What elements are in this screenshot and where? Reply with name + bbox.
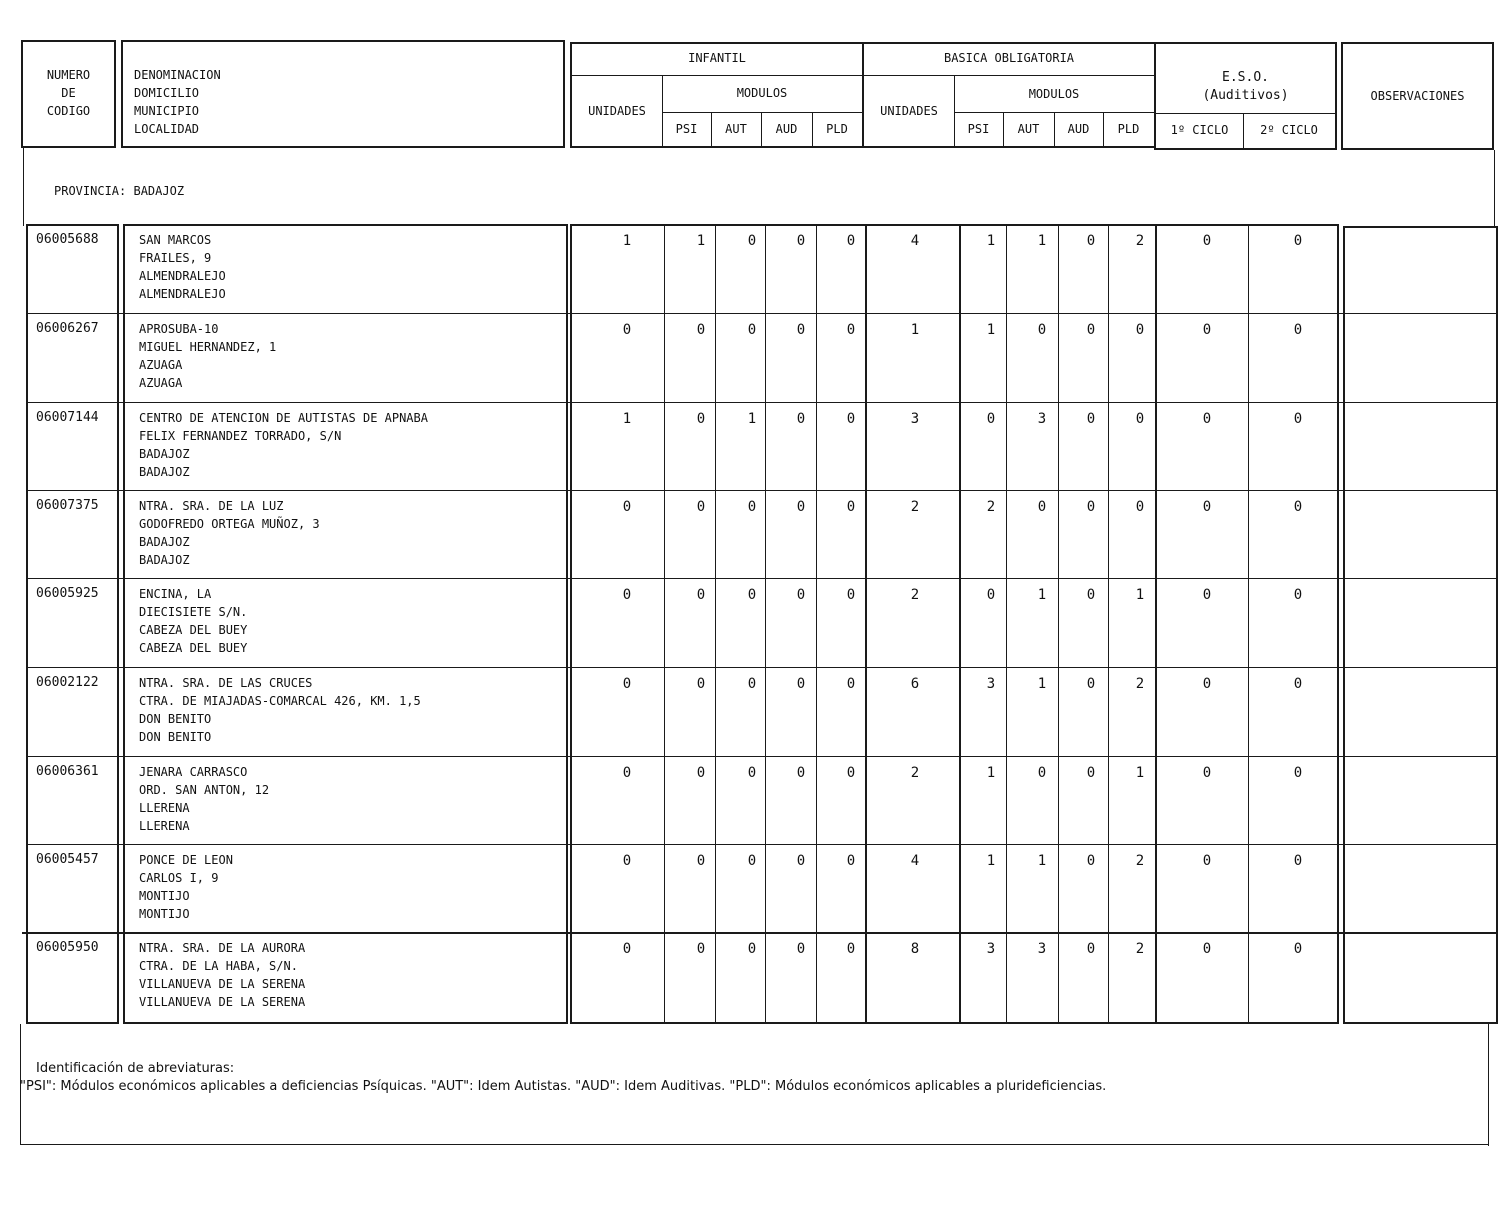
row-text-line: DON BENITO [139, 730, 212, 744]
row-value: 0 [1293, 233, 1303, 249]
row-text-line: DIECISIETE S/N. [139, 605, 248, 619]
row-value: 0 [1293, 941, 1303, 957]
row-value: 0 [1086, 587, 1096, 603]
row-value: 0 [1202, 233, 1212, 249]
row-value: 0 [846, 322, 856, 338]
row-value: 0 [1135, 499, 1145, 515]
row-text-line: BADAJOZ [139, 447, 190, 461]
row-value: 0 [1086, 411, 1096, 427]
infantil-psi-label: PSI [675, 122, 698, 136]
row-value: 0 [846, 499, 856, 515]
row-text-line: FELIX FERNANDEZ TORRADO, S/N [139, 429, 342, 443]
row-code: 06005950 [36, 940, 99, 955]
row-value: 0 [796, 676, 806, 692]
row-value: 0 [796, 941, 806, 957]
row-value: 1 [986, 322, 996, 338]
basica-psi-label: PSI [967, 122, 990, 136]
row-text-line: NTRA. SRA. DE LA LUZ [139, 499, 284, 513]
code-header-line-3: CODIGO [46, 104, 91, 118]
row-value: 1 [1037, 676, 1047, 692]
infantil-unidades-label: UNIDADES [588, 104, 646, 118]
row-value: 0 [796, 233, 806, 249]
row-code: 06005457 [36, 852, 99, 867]
row-value: 0 [622, 853, 632, 869]
row-text-line: AZUAGA [139, 376, 183, 390]
row-value: 0 [1293, 676, 1303, 692]
row-value: 0 [1202, 499, 1212, 515]
row-value: 0 [696, 676, 706, 692]
row-value: 0 [1202, 853, 1212, 869]
values-column-box [570, 224, 1339, 1024]
basica-aud-label: AUD [1067, 122, 1090, 136]
row-text-line: MIGUEL HERNANDEZ, 1 [139, 340, 277, 354]
row-value: 4 [910, 233, 920, 249]
row-text-line: BADAJOZ [139, 535, 190, 549]
row-code: 06005925 [36, 586, 99, 601]
row-text-line: FRAILES, 9 [139, 251, 212, 265]
row-value: 0 [1202, 587, 1212, 603]
basica-unidades-label: UNIDADES [880, 104, 938, 118]
row-value: 0 [1037, 322, 1047, 338]
row-value: 0 [747, 499, 757, 515]
row-value: 0 [986, 587, 996, 603]
name-header-line-1: DENOMINACION [134, 68, 221, 82]
row-value: 1 [1037, 233, 1047, 249]
row-text-line: PONCE DE LEON [139, 853, 233, 867]
row-value: 0 [796, 411, 806, 427]
row-value: 0 [846, 941, 856, 957]
row-text-line: BADAJOZ [139, 553, 190, 567]
row-value: 0 [1293, 322, 1303, 338]
row-value: 2 [986, 499, 996, 515]
row-value: 3 [986, 941, 996, 957]
ciclo2-label: 2º CICLO [1260, 123, 1318, 137]
row-value: 2 [1135, 233, 1145, 249]
province-label: PROVINCIA: BADAJOZ [54, 184, 185, 198]
row-value: 0 [696, 499, 706, 515]
row-value: 1 [910, 322, 920, 338]
row-text-line: CTRA. DE LA HABA, S/N. [139, 959, 298, 973]
row-text-line: APROSUBA-10 [139, 322, 219, 336]
row-value: 3 [1037, 411, 1047, 427]
row-value: 0 [622, 941, 632, 957]
row-code: 06002122 [36, 675, 99, 690]
row-value: 1 [622, 411, 632, 427]
basica-modulos-label: MODULOS [1028, 87, 1080, 101]
row-value: 0 [1293, 765, 1303, 781]
row-value: 0 [846, 233, 856, 249]
row-value: 0 [1293, 587, 1303, 603]
row-value: 0 [796, 322, 806, 338]
row-text-line: DON BENITO [139, 712, 212, 726]
row-text-line: CARLOS I, 9 [139, 871, 219, 885]
row-value: 0 [696, 941, 706, 957]
row-value: 0 [1086, 322, 1096, 338]
code-header-line-2: DE [61, 86, 76, 100]
row-text-line: JENARA CARRASCO [139, 765, 248, 779]
row-value: 1 [986, 765, 996, 781]
row-value: 2 [910, 587, 920, 603]
row-code: 06007144 [36, 410, 99, 425]
row-text-line: CTRA. DE MIAJADAS-COMARCAL 426, KM. 1,5 [139, 694, 421, 708]
row-value: 0 [696, 853, 706, 869]
row-value: 1 [622, 233, 632, 249]
infantil-aut-label: AUT [725, 122, 747, 136]
row-value: 0 [1037, 499, 1047, 515]
row-text-line: ALMENDRALEJO [139, 269, 226, 283]
row-value: 0 [622, 499, 632, 515]
row-value: 3 [910, 411, 920, 427]
infantil-modulos-label: MODULOS [736, 86, 788, 100]
name-header-line-2: DOMICILIO [134, 86, 200, 100]
row-value: 1 [1037, 853, 1047, 869]
row-value: 0 [747, 941, 757, 957]
row-value: 1 [986, 853, 996, 869]
row-value: 0 [1202, 941, 1212, 957]
row-value: 4 [910, 853, 920, 869]
row-code: 06005688 [36, 232, 99, 247]
row-value: 6 [910, 676, 920, 692]
row-value: 0 [846, 587, 856, 603]
row-value: 0 [846, 853, 856, 869]
row-value: 2 [1135, 941, 1145, 957]
row-text-line: ALMENDRALEJO [139, 287, 226, 301]
row-text-line: AZUAGA [139, 358, 183, 372]
row-value: 0 [1086, 233, 1096, 249]
footer-legend: "PSI": Módulos económicos aplicables a deficiencias Psíquicas. "AUT": Idem Autistas. "AUD": Idem Auditivas. "PLD": Módulos económicos aplicables a plurideficiencias. [20, 1079, 1107, 1094]
row-value: 0 [796, 587, 806, 603]
row-value: 0 [1135, 411, 1145, 427]
row-value: 0 [1135, 322, 1145, 338]
row-value: 1 [1037, 587, 1047, 603]
row-text-line: CENTRO DE ATENCION DE AUTISTAS DE APNABA [139, 411, 428, 425]
row-value: 0 [696, 765, 706, 781]
row-value: 1 [986, 233, 996, 249]
row-text-line: CABEZA DEL BUEY [139, 641, 248, 655]
row-text-line: ENCINA, LA [139, 587, 212, 601]
row-value: 0 [796, 499, 806, 515]
row-value: 1 [1135, 587, 1145, 603]
code-column-box [26, 224, 119, 1024]
eso-label: E.S.O. [1222, 70, 1269, 85]
row-text-line: VILLANUEVA DE LA SERENA [139, 995, 306, 1009]
row-value: 0 [986, 411, 996, 427]
row-value: 0 [1202, 676, 1212, 692]
row-value: 2 [1135, 853, 1145, 869]
basica-pld-label: PLD [1117, 122, 1140, 136]
row-text-line: GODOFREDO ORTEGA MUÑOZ, 3 [139, 517, 320, 531]
row-value: 0 [1293, 853, 1303, 869]
row-value: 0 [747, 853, 757, 869]
row-value: 0 [696, 322, 706, 338]
row-value: 0 [622, 587, 632, 603]
infantil-label: INFANTIL [688, 51, 746, 65]
ciclo1-label: 1º CICLO [1170, 123, 1229, 137]
row-value: 1 [1135, 765, 1145, 781]
row-value: 0 [846, 765, 856, 781]
row-text-line: MONTIJO [139, 889, 190, 903]
row-value: 0 [622, 765, 632, 781]
row-value: 0 [747, 765, 757, 781]
row-code: 06006267 [36, 321, 99, 336]
row-text-line: SAN MARCOS [139, 233, 212, 247]
row-text-line: LLERENA [139, 801, 190, 815]
row-value: 0 [1086, 765, 1096, 781]
code-header-line-1: NUMERO [46, 68, 91, 82]
row-value: 3 [986, 676, 996, 692]
row-value: 1 [747, 411, 757, 427]
name-header-line-4: LOCALIDAD [134, 122, 200, 136]
observaciones-column-box [1343, 226, 1498, 1024]
row-text-line: ORD. SAN ANTON, 12 [139, 783, 270, 797]
row-value: 0 [747, 676, 757, 692]
row-text-line: NTRA. SRA. DE LAS CRUCES [139, 676, 313, 690]
row-text-line: CABEZA DEL BUEY [139, 623, 248, 637]
row-value: 0 [622, 322, 632, 338]
row-value: 0 [846, 676, 856, 692]
infantil-pld-label: PLD [826, 122, 848, 136]
basica-aut-label: AUT [1017, 122, 1040, 136]
eso-sublabel: (Auditivos) [1202, 88, 1289, 103]
row-value: 8 [910, 941, 920, 957]
row-value: 3 [1037, 941, 1047, 957]
row-value: 0 [747, 587, 757, 603]
row-value: 0 [796, 765, 806, 781]
row-text-line: NTRA. SRA. DE LA AURORA [139, 941, 306, 955]
row-value: 0 [1293, 411, 1303, 427]
row-text-line: VILLANUEVA DE LA SERENA [139, 977, 306, 991]
infantil-aud-label: AUD [775, 122, 798, 136]
row-value: 0 [1086, 499, 1096, 515]
footer-title: Identificación de abreviaturas: [36, 1061, 235, 1076]
row-value: 0 [747, 322, 757, 338]
row-value: 0 [696, 411, 706, 427]
row-code: 06006361 [36, 764, 99, 779]
row-value: 0 [1293, 499, 1303, 515]
row-value: 0 [696, 587, 706, 603]
row-value: 2 [1135, 676, 1145, 692]
row-value: 0 [622, 676, 632, 692]
row-value: 0 [846, 411, 856, 427]
row-value: 0 [1202, 411, 1212, 427]
row-value: 0 [1086, 853, 1096, 869]
row-text-line: LLERENA [139, 819, 190, 833]
row-text-line: MONTIJO [139, 907, 190, 921]
row-value: 0 [796, 853, 806, 869]
row-value: 2 [910, 765, 920, 781]
name-header-line-3: MUNICIPIO [134, 104, 200, 118]
row-value: 0 [1086, 941, 1096, 957]
row-text-line: BADAJOZ [139, 465, 190, 479]
row-value: 0 [1202, 322, 1212, 338]
row-value: 0 [1037, 765, 1047, 781]
row-code: 06007375 [36, 498, 99, 513]
row-value: 0 [1086, 676, 1096, 692]
row-value: 0 [1202, 765, 1212, 781]
observaciones-label: OBSERVACIONES [1370, 89, 1465, 103]
basica-label: BASICA OBLIGATORIA [943, 51, 1075, 65]
row-value: 2 [910, 499, 920, 515]
row-value: 1 [696, 233, 706, 249]
row-value: 0 [747, 233, 757, 249]
